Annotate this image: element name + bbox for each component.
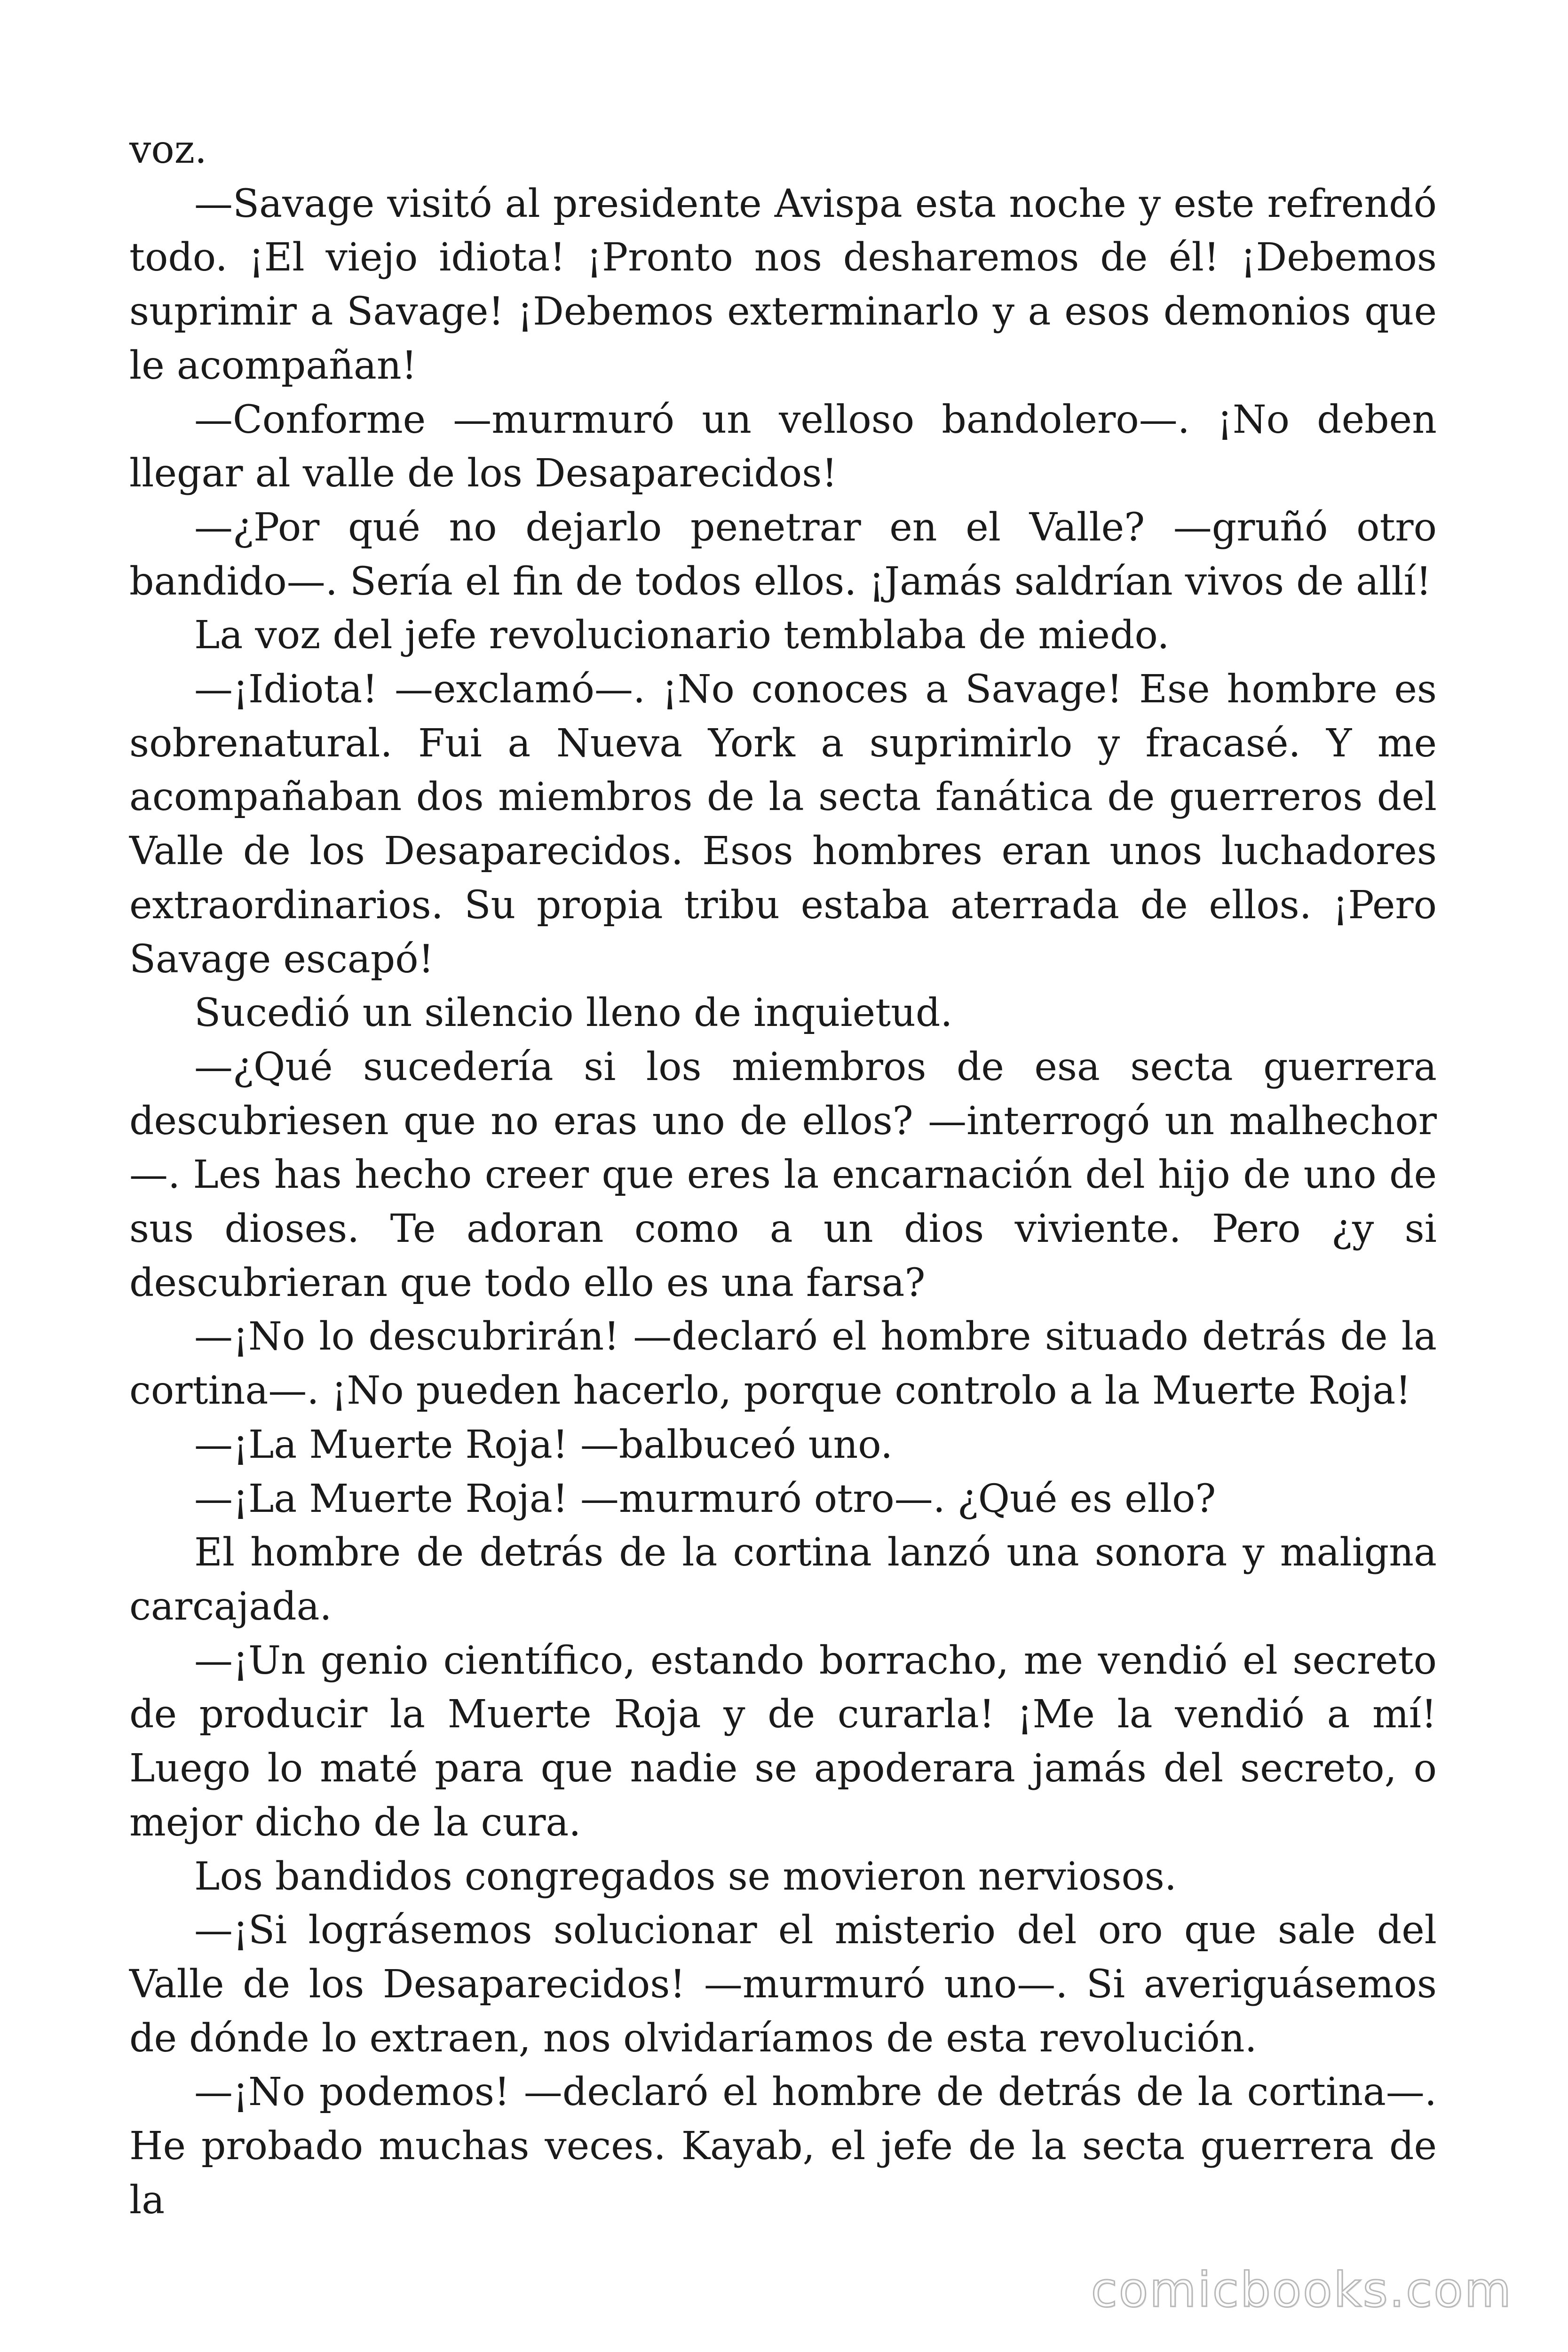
paragraph: —Savage visitó al presidente Avispa esta noche y este refrendó todo. ¡El viejo idiota! ¡Pronto nos desharemos de él! ¡Debemos suprimir a Savage! ¡Debemos exterminarlo y a esos demonios que le acompañan! bbox=[129, 181, 1437, 388]
paragraph: —¿Qué sucedería si los miembros de esa secta guerrera descubriesen que no eras uno de ellos? —interrogó un malhechor—. Les has hecho creer que eres la encarnación del hijo de uno de sus dioses. Te adoran como a un dios viviente. Pero ¿y si descubrieran que todo ello es una farsa? bbox=[129, 1044, 1437, 1305]
paragraph: —¡La Muerte Roja! —murmuró otro—. ¿Qué es ello? bbox=[194, 1476, 1216, 1521]
paragraph: —¡Si lográsemos solucionar el misterio del oro que sale del Valle de los Desaparecidos! —murmuró uno—. Si averiguásemos de dónde lo extraen, nos olvidaríamos de esta revolución. bbox=[129, 1908, 1437, 2061]
paragraph: voz. bbox=[129, 127, 207, 172]
paragraph: —¡No lo descubrirán! —declaró el hombre situado detrás de la cortina—. ¡No pueden hacerlo, porque controlo a la Muerte Roja! bbox=[129, 1314, 1437, 1414]
paragraph: Sucedió un silencio lleno de inquietud. bbox=[194, 991, 953, 1036]
paragraph: —¡Idiota! —exclamó—. ¡No conoces a Savage! Ese hombre es sobrenatural. Fui a Nueva York a suprimirlo y fracasé. Y me acompañaban dos miembros de la secta fanática de guerreros del Valle de los Desaparecidos. Esos hombres eran unos luchadores extraordinarios. Su propia tribu estaba aterrada de ellos. ¡Pero Savage escapó! bbox=[129, 667, 1437, 982]
page-body-text bbox=[129, 123, 1437, 2227]
paragraph: —¡La Muerte Roja! —balbuceó uno. bbox=[194, 1422, 893, 1467]
paragraph: El hombre de detrás de la cortina lanzó una sonora y maligna carcajada. bbox=[129, 1530, 1437, 1629]
watermark: comicbooks.com bbox=[1091, 2262, 1513, 2318]
paragraph: Los bandidos congregados se movieron nerviosos. bbox=[194, 1854, 1177, 1899]
paragraph: La voz del jefe revolucionario temblaba de miedo. bbox=[194, 613, 1170, 658]
paragraph: —¿Por qué no dejarlo penetrar en el Valle? —gruñó otro bandido—. Sería el fin de todos ellos. ¡Jamás saldrían vivos de allí! bbox=[129, 505, 1437, 604]
paragraph: —¡Un genio científico, estando borracho, me vendió el secreto de producir la Muerte Roja y de curarla! ¡Me la vendió a mí! Luego lo maté para que nadie se apoderara jamás del secreto, o mejor dicho de la cura. bbox=[129, 1638, 1437, 1845]
paragraph: —¡No podemos! —declaró el hombre de detrás de la cortina—. He probado muchas veces. Kayab, el jefe de la secta guerrera de la bbox=[129, 2070, 1437, 2223]
paragraph: —Conforme —murmuró un velloso bandolero—. ¡No deben llegar al valle de los Desaparecidos! bbox=[129, 397, 1437, 496]
